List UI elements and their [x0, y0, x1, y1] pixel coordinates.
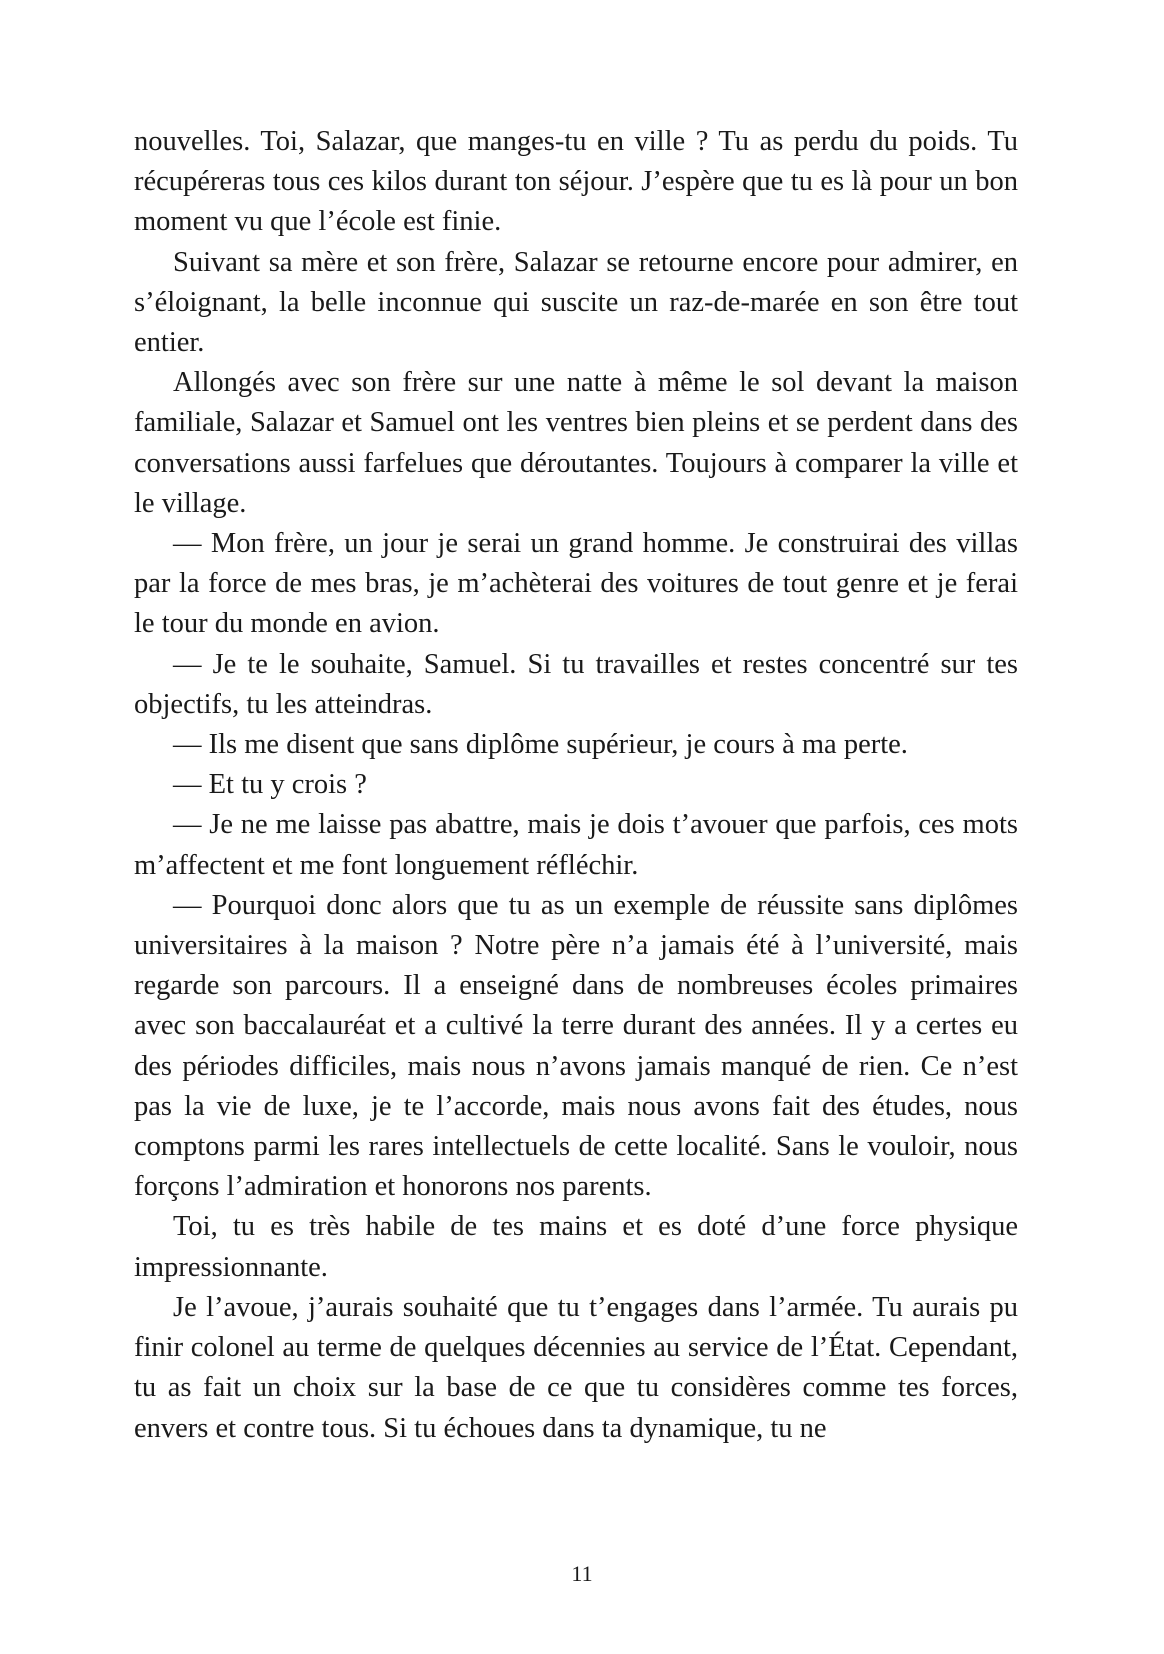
dialogue-line: — Et tu y crois ? [173, 769, 367, 801]
paragraph: Allongés avec son frère sur une natte à même le sol devant la maison familiale, Salazar et Samuel ont les ventres bien pleins et se perdent dans des conversations aussi farfelues que déroutantes. Toujours à comparer la ville et le village. [134, 367, 1018, 519]
paragraph-continued: nouvelles. Toi, Salazar, que manges-tu en ville ? Tu as perdu du poids. Tu récupéreras tous ces kilos durant ton séjour. J’espère que tu es là pour un bon moment vu que l’école est finie. [134, 126, 1018, 238]
dialogue-line: — Je ne me laisse pas abattre, mais je dois t’avouer que parfois, ces mots m’affectent et me font longuement réfléchir. [134, 809, 1018, 881]
paragraph: Je l’avoue, j’aurais souhaité que tu t’engages dans l’armée. Tu aurais pu finir colonel au terme de quelques décennies au service de l’État. Cependant, tu as fait un choix sur la base de ce que tu considères comme tes forces, envers et contre tous. Si tu échoues dans ta dynamique, tu ne [134, 1291, 1018, 1444]
dialogue-line: — Je te le souhaite, Samuel. Si tu travailles et restes concentré sur tes objectifs, tu les atteindras. [134, 648, 1018, 720]
page-body-text [134, 122, 1018, 1449]
paragraph: Suivant sa mère et son frère, Salazar se retourne encore pour admirer, en s’éloignant, la belle inconnue qui suscite un raz-de-marée en son être tout entier. [134, 246, 1018, 359]
dialogue-line: — Ils me disent que sans diplôme supérieur, je cours à ma perte. [173, 729, 908, 761]
paragraph: Toi, tu es très habile de tes mains et es doté d’une force physique impressionnante. [134, 1211, 1018, 1283]
page-number: 11 [571, 1561, 593, 1586]
dialogue-line: — Pourquoi donc alors que tu as un exemple de réussite sans diplômes universitaires à la maison ? Notre père n’a jamais été à l’université, mais regarde son parcours. Il a enseigné dans de nombreuses écoles primaires avec son baccalauréat et a cultivé la terre durant des années. Il y a certes eu des périodes difficiles, mais nous n’avons jamais manqué de rien. Ce n’est pas la vie de luxe, je te l’accorde, mais nous avons fait des études, nous comptons parmi les rares intellectuels de cette localité. Sans le vouloir, nous forçons l’admiration et honorons nos parents. [134, 889, 1018, 1203]
dialogue-line: — Mon frère, un jour je serai un grand homme. Je construirai des villas par la force de mes bras, je m’achèterai des voitures de tout genre et je ferai le tour du monde en avion. [134, 528, 1018, 640]
